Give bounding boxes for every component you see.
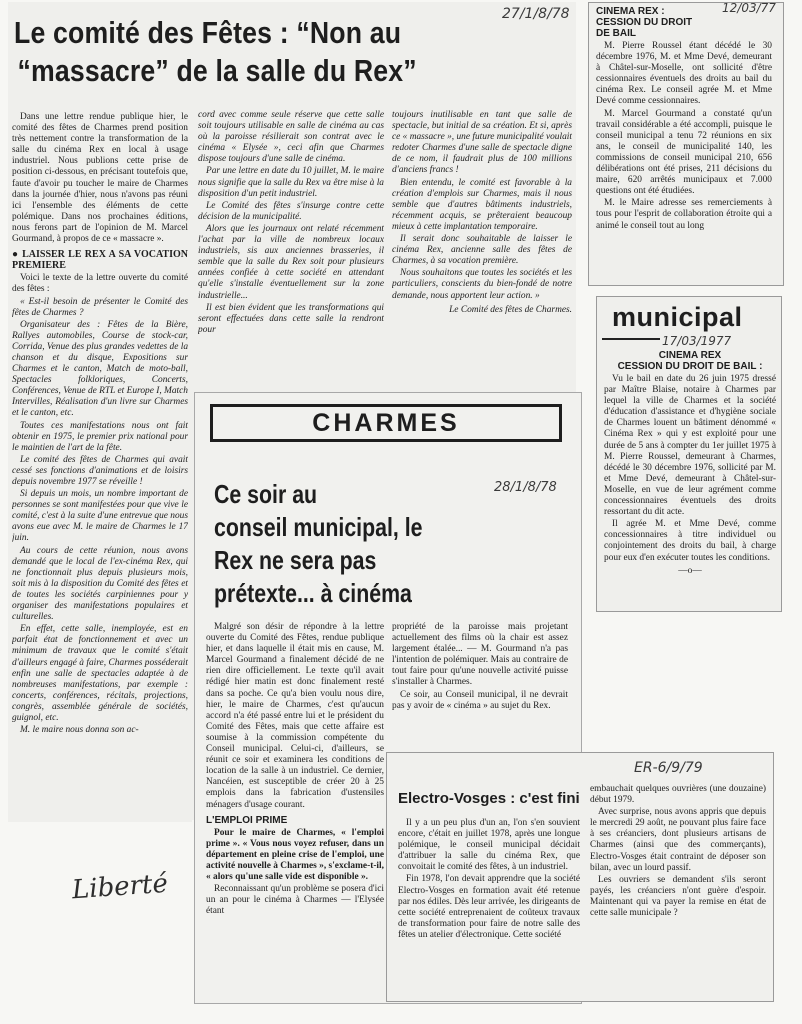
end-mark: —o— <box>678 565 702 576</box>
subhead: L'EMPLOI PRIME <box>206 814 288 826</box>
paragraph: Organisateur des : Fêtes de la Bière, Rallyes automobiles, Course de stock-car, Corrida, Venue des plus grandes vedettes de la chanson et du disque, Expositions sur Charmes et le canton, Match de moto-ball, Spectacles folkloriques, Concerts, Conférences, Venue de RTL et Europe I, Match Intervilles, Réalisation d'un livre sur Charmes et le canton, etc. <box>12 319 188 419</box>
paragraph: M. le maire nous donna son ac- <box>20 725 139 736</box>
headline <box>14 14 496 90</box>
paragraph: Reconnaissant qu'un problème se posera d'ici un an pour le cinéma à Charmes — l'Elysée étant <box>206 884 384 917</box>
handwritten-date: 17/03/1977 <box>662 334 732 348</box>
section-banner <box>210 404 562 442</box>
paragraph: Le comité des fêtes de Charmes qui avait cessé ses fonctions d'animations et de loisirs depuis novembre 1977 se réveille ! <box>12 454 188 487</box>
paragraph: Au cours de cette réunion, nous avons demandé que le local de l'ex-cinéma Rex, qui ne fonctionnait plus depuis plusieurs mois, soit mis à la disposition du Comité des fêtes et de toutes les sociétés carpiniennes pour y organiser des manifestations populaires et culturelles. <box>12 545 188 623</box>
paragraph: M. Marcel Gourmand a constaté qu'un travail considérable a été accompli, puisque le conseil municipal a tenu 72 réunions en six ans, le conseil de municipalité 140, les commissions de conseil municipal 210, 656 délibérations ont été prises, 211 décisions du maire, 620 arrêtés municipaux et 7.000 questions ont été étudiées. <box>596 108 772 197</box>
electro-vosges-column-1 <box>398 818 580 998</box>
municipal-article <box>604 350 776 608</box>
paragraph: Le Comité des fêtes s'insurge contre cette décision de la municipalité. <box>198 200 384 222</box>
headline-line-1: Ce soir au <box>214 479 318 509</box>
cinema-rex-article <box>596 6 772 282</box>
paragraph: Les ouvriers se demandent s'ils seront payés, les créanciers n'ont guère d'espoir. Maintenant qui va payer la remise en état de cette salle municipale ? <box>590 874 766 919</box>
municipal-banner: municipal <box>612 302 743 332</box>
electro-vosges-column-2 <box>590 784 766 996</box>
paragraph: Bien entendu, le comité est favorable à la création d'emplois sur Charmes, mais il nous semble que d'autres bâtiments industriels, récemment acquis, se prêteraient beaucoup mieux à cette implantation temporaire. <box>392 177 572 232</box>
handwritten-date: 12/03/77 <box>722 1 776 15</box>
paragraph: Si depuis un mois, un nombre important de personnes se sont manifestées pour que vive le comité, c'est à la suite d'une entrevue que nous avons eue avec M. le maire de Charmes le 17 juin. <box>12 489 188 544</box>
paragraph: M. Pierre Roussel étant décédé le 30 décembre 1976, M. et Mme Devé, demeurant à Châtel-sur-Moselle, ont sollicité d'être cessionnaires éventuels des droits au bail du cinéma Rex. Le conseil agrée M. et Mme Devé comme cessionnaires. <box>596 41 772 107</box>
paragraph: Il serait donc souhaitable de laisser le cinéma Rex, ancienne salle des fêtes de Charmes, à sa vocation première. <box>392 234 572 267</box>
paragraph: Par une lettre en date du 10 juillet, M. le maire nous signifie que la salle du Rex va être mise à la disposition d'un petit industriel. <box>198 166 384 199</box>
heading-line-3: DE BAIL <box>596 28 636 39</box>
paragraph: Toutes ces manifestations nous ont fait obtenir en 1975, le premier prix national pour le maintien de l'art de la fête. <box>12 420 188 453</box>
paragraph: En effet, cette salle, inemployée, est en parfait état de fonctionnement et avec un minimum de travaux que le comité s'était d'ailleurs engagé à faire, Charmes posséderait enfin une salle de spectacles adaptée à de nombreuses manifestations, par exemple : concerts, conférences, récitals, projections, congrès, assemblée générale de sociétés, guignol, etc. <box>12 624 188 723</box>
paragraph: Ce soir, au Conseil municipal, il ne devrait pas y avoir de « cinéma » au sujet du Rex. <box>392 689 568 711</box>
paragraph: Pour le maire de Charmes, « l'emploi prime ». « Vous nous voyez refuser, dans un département en pleine crise de l'emploi, une activité nouvelle à Charmes », s'exclame-t-il, « alors qu'une salle vide est disponible ». <box>206 827 384 883</box>
article-column-2 <box>198 110 384 396</box>
paragraph: « Est-il besoin de présenter le Comité des fêtes de Charmes ? <box>12 296 188 318</box>
article-column-1 <box>12 112 188 818</box>
heading-line-2: CESSION DU DROIT <box>596 17 693 28</box>
paragraph: Il y a un peu plus d'un an, l'on s'en souvient encore, c'était en juillet 1978, après une longue polémique, le conseil municipal décidait d'attribuer la salle du cinéma Rex, que convoitait le comité des fêtes, à un industriel. <box>398 818 580 873</box>
paragraph: Fin 1978, l'on devait apprendre que la société Electro-Vosges en formation avait été retenue par nos édiles. Dès leur arrivée, les dirigeants de cette société entreprenaient de coûteux travaux de transformation pour faire de notre salle des fêtes un atelier d'électronique. Cette société <box>398 874 580 940</box>
heading-line-2: CESSION DU DROIT DE BAIL : <box>617 361 763 372</box>
banner-rule <box>602 338 660 340</box>
intro-paragraph: Dans une lettre rendue publique hier, le comité des fêtes de Charmes prend position très nettement contre la transformation de la salle du cinéma Rex en local à usage industriel. Nous publions cette prise de position ci-dessous, en précisant toutefois que, faute d'avoir pu toucher le maire de Charmes dans la journée d'hier, nous n'avons pas réuni ici l'ensemble des éléments de cette polémique. Dans nos prochaines éditions, nous ferons part de l'opinion de M. Marcel Gourmand, à propos de ce « massacre ». <box>12 112 188 245</box>
handwritten-date: ER-6/9/79 <box>634 760 703 776</box>
article-column-3 <box>392 110 572 388</box>
handwritten-source-note: Liberté <box>71 868 169 906</box>
headline-line-2: “massacre” de la salle du Rex” <box>17 53 417 88</box>
headline-line-2: conseil municipal, le <box>214 512 423 542</box>
paragraph: Alors que les journaux ont relaté récemment l'achat par la ville de nombreux locaux industriels, sis aux anciennes brasseries, il semble que la salle du Rex soit pour plusieurs années confiée à cette société en attendant qu'elle s'installe éventuellement sur la zone industrielle... <box>198 223 384 301</box>
paragraph: cord avec comme seule réserve que cette salle soit toujours utilisable en salle de cinéma au cas où la paroisse résilierait son contrat avec le cinéma « Elysée », ceci afin que Charmes dispose toujours d'une salle de cinéma. <box>198 110 384 165</box>
headline-line-3: Rex ne sera pas <box>214 545 377 575</box>
paragraph: Nous souhaitons que toutes les sociétés et les particuliers, conscients du bien-fondé de notre demande, nous apportent leur action. » <box>392 268 572 301</box>
paragraph: toujours inutilisable en tant que salle de spectacle, but initial de sa création. Et si, après ce « massacre », une future municipalité voulait redoter Charmes d'une salle de spectacle digne de ce nom, il faudrait plus de 100 millions d'anciens francs ! <box>392 110 572 176</box>
headline-line-1: Le comité des Fêtes : “Non au <box>14 15 402 50</box>
paragraph: Avec surprise, nous avons appris que depuis le mercredi 29 août, ne pouvant plus faire face à ses créanciers, dont plusieurs artisans de Charmes (ainsi que des commerçants), Electro-Vosges était contraint de déposer son bilan, avec un lourd passif. <box>590 807 766 873</box>
handwritten-date: 27/1/8/78 <box>502 6 570 22</box>
handwritten-date: 28/1/8/78 <box>494 480 557 495</box>
heading-line-1: CINEMA REX : <box>596 6 665 17</box>
paragraph: Il est bien évident que les transformations qui seront effectuées dans cette salle la rendront pour <box>198 302 384 335</box>
paragraph: M. le Maire adresse ses remerciements à tous pour l'esprit de collaboration étroite qui a animé le conseil tout au long <box>596 198 772 231</box>
charmes-article-column-1 <box>206 622 384 1000</box>
headline: Electro-Vosges : c'est fini <box>398 790 580 807</box>
headline <box>214 478 509 610</box>
charmes-article-column-2 <box>392 622 568 746</box>
heading-line-1: CINEMA REX <box>658 350 722 361</box>
headline-line-4: prétexte... à cinéma <box>214 578 412 608</box>
paragraph: embauchait quelques ouvrières (une douzaine) début 1979. <box>590 784 766 806</box>
section-title: CHARMES <box>312 409 460 437</box>
paragraph: Vu le bail en date du 26 juin 1975 dressé par Maître Blaise, notaire à Charmes par lequel la ville de Charmes et la société d'éducation d'assistance et d'hygiène sociale de Charmes louent un bâtiment dénommé « Cinéma Rex » qui y est exploité pour une durée de 5 ans à compter du 1er juillet 1975 à M. Pierre Roussel, demeurant à Charmes, décédé le 30 décembre 1976, sollicité par M. et Mme Devé, demeurant à Châtel-sur-Moselle, en vue de leur agrément comme concessionnaires éventuels des droits ressortant du dit acte. <box>604 374 776 518</box>
paragraph: Malgré son désir de répondre à la lettre ouverte du Comité des Fêtes, rendue publique hier, et dans laquelle il était mis en cause, M. Marcel Gourmand a finalement décidé de ne rien dire officiellement. Le texte qu'il avait rédigé hier matin est donc finalement resté dans sa poche. Ce qu'a bien voulu nous dire, hier, le maire de Charmes, c'est qu'aucun accord n'a été passé entre lui et le président du Comité des Fêtes, mais que cette affaire est soumise à la commission compétente du Conseil municipal. Celui-ci, d'ailleurs, se réunit ce soir et examinera les conditions de location de la salle à un industriel. Ce dernier, Nancéien, est susceptible de créer 20 à 25 emplois dans la fabrication d'ustensiles ménagers d'usage courant. <box>206 622 384 810</box>
signature: Le Comité des fêtes de Charmes. <box>449 304 572 315</box>
paragraph: Voici le texte de la lettre ouverte du comité des fêtes : <box>12 273 188 295</box>
paragraph: Il agrée M. et Mme Devé, comme concessionnaires à titre individuel ou conjointement des droits du bail, à charge pour eux d'en exécuter toutes les conditions. <box>604 519 776 563</box>
subhead: ● LAISSER LE REX A SA VOCATION PREMIERE <box>12 249 188 272</box>
paragraph: propriété de la paroisse mais projetant actuellement des films où la chair est assez largement étalée... — M. Gourmand n'a pas l'intention de polémiquer. Mais au contraire de tout faire pour qu'une nouvelle activité puisse s'installer à Charmes. <box>392 622 568 688</box>
